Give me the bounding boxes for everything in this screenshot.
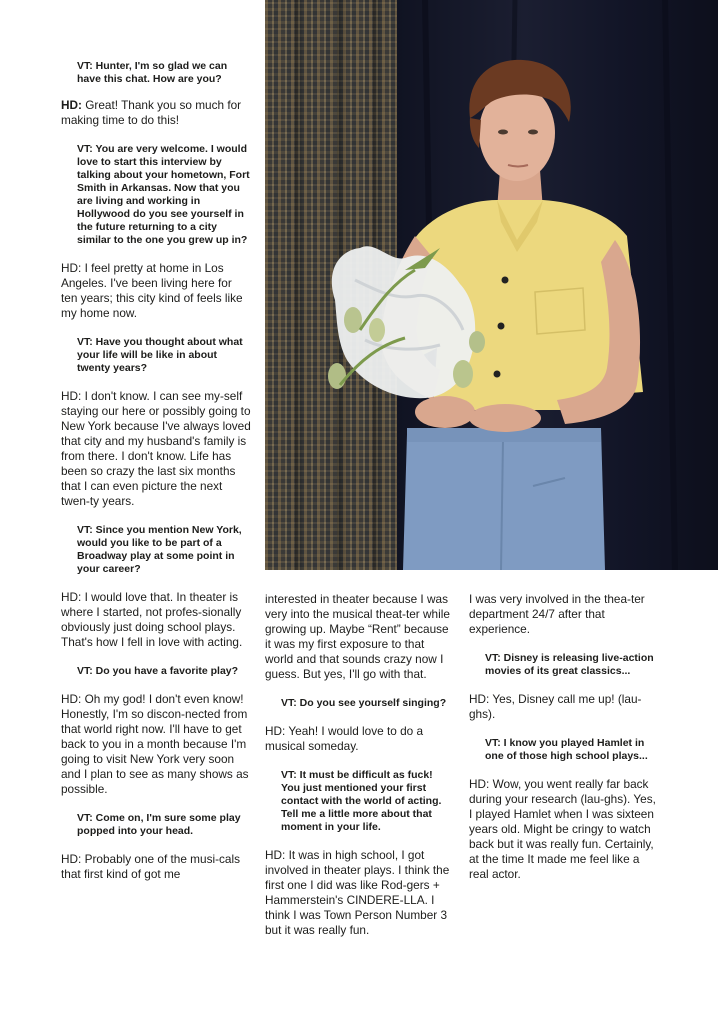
answer: HD: Wow, you went really far back during your research (lau-ghs). Yes, I played Hamlet when I was sixteen years old. Might be cringy to watch back but it was really fun. Certainly, at the time It made me feel like a real actor. [469,777,656,881]
left-text-column [61,60,251,882]
answer: HD: Yeah! I would love to do a musical someday. [265,724,424,753]
answer: HD: I would love that. In theater is where I started, not profes-sionally obviously just doing school plays. That's how I fell in love with acting. [61,590,243,649]
answer: HD: I don't know. I can see my-self staying our here or possibly going to New York because I've always loved that city and my husband's family is from there. I don't know. Life has been so crazy the last six months that I can even picture the next twen-ty years. [61,389,251,508]
question: VT: You are very welcome. I would love to start this interview by talking about your hometown, Fort Smith in Arkansas. Now that you are living and working in Hollywood do you see yourself in the future returning to a city similar to the one you grew up in? [77,143,250,246]
question: VT: Come on, I'm sure some play popped into your head. [77,812,241,837]
question: VT: It must be difficult as fuck! You just mentioned your first contact with the world of acting. Tell me a little more about that moment in your life. [281,769,442,833]
answer: I was very involved in the thea-ter department 24/7 after that experience. [469,592,645,636]
question: VT: Hunter, I'm so glad we can have this chat. How are you? [77,60,228,85]
right-text-column [469,592,659,882]
question: VT: Disney is releasing live-action movies of its great classics... [485,652,654,677]
answer: HD: I feel pretty at home in Los Angeles. I've been living here for ten years; this city kind of feels like my home now. [61,261,243,320]
speaker-label: HD: [61,98,82,112]
answer: interested in theater because I was very into the musical theat-ter while growing up. Maybe “Rent” because it was my first exposure to that world and that sounds crazy now I guess. But yes, I'll go with that. [265,592,450,681]
middle-text-column [265,592,453,938]
answer: HD: Yes, Disney call me up! (lau-ghs). [469,692,642,721]
question: VT: Have you thought about what your life will be like in about twenty years? [77,336,243,374]
question: VT: I know you played Hamlet in one of those high school plays... [485,737,648,762]
question: VT: Since you mention New York, would you like to be part of a Broadway play at some point in your career? [77,524,242,575]
answer: HD: It was in high school, I got involved in theater plays. I think the first one I did was like Rod-gers + Hammerstein's CINDERE-LLA. I think I was Town Person Number 3 but it was really fun. [265,848,450,937]
answer: HD: Great! Thank you so much for making time to do this! [61,98,242,127]
answer: HD: Oh my god! I don't even know! Honestly, I'm so discon-nected from that world right now. I'll have to get back to you in a month because I'm going to visit New York very soon and I plan to see as many shows as possible. [61,692,249,796]
answer: HD: Probably one of the musi-cals that first kind of got me [61,852,240,881]
question: VT: Do you see yourself singing? [281,697,447,709]
portrait-figure [265,0,718,570]
portrait-photo [265,0,718,570]
question: VT: Do you have a favorite play? [77,665,239,677]
